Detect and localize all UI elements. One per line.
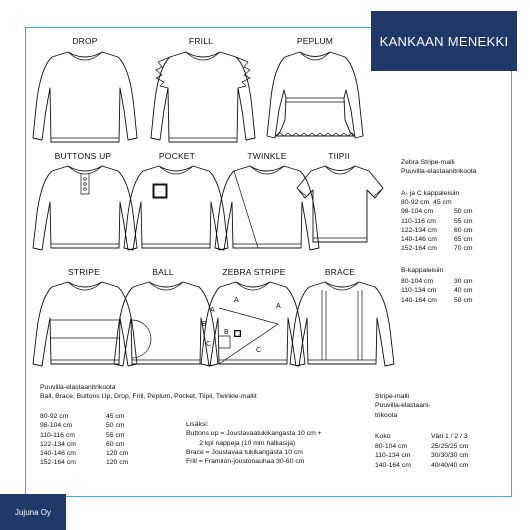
extra-info: Lisäksi: Buttons up = Joustavaatukikangasta 10 cm + 2 kpl nappeja (10 mm halkasija) Brace = Joustavaa tukikangasta 10 cm Frill = Framilon-joustonauhaa 30-60 cm	[186, 421, 322, 466]
stripe-sizes: 80-104 cm 110-134 cm 140-164 cm	[375, 443, 411, 469]
stripe-size-heading: Koko	[375, 433, 391, 440]
brand-title: KANKAAN MENEKKI	[379, 33, 509, 49]
zebra-b-sizes: 80-104 cm 110-134 cm 140-164 cm	[401, 278, 437, 304]
zebra-letter-b-body: B	[224, 329, 229, 336]
label-tiipii: TIIPII	[328, 151, 350, 161]
stripe-info-title: Stripe-malli Puuvilla-elastaani- trikoota	[375, 393, 431, 419]
zebra-info-title: Zebra Stripe-malli Puuvilla-elastaanitrikoota	[401, 159, 477, 176]
zebra-ac-sizes: 80-92 cm 45 cm 98-104 cm 110-116 cm 122-134 cm 140-146 cm 152-164 cm	[401, 199, 452, 253]
zebra-ac-values: 50 cm 55 cm 60 cm 65 cm 70 cm	[454, 208, 473, 253]
label-stripe: STRIPE	[68, 267, 100, 277]
stripe-values: 25/25/25 cm 30/30/30 cm 40/40/40 cm	[431, 443, 469, 469]
shirt-tiipii	[295, 162, 385, 267]
zebra-b-heading: B-kappaleisiin	[401, 267, 444, 274]
zebra-letter-a-center: A	[234, 297, 239, 304]
basic-values: 45 cm 50 cm 55 cm 60 cm 120 cm 120 cm	[106, 413, 129, 467]
zebra-letter-a-left: A	[210, 307, 215, 314]
basic-fabric: Puuvilla-elastaanitrikoota	[40, 384, 116, 391]
zebra-letter-c-sleeve: C	[206, 341, 212, 348]
shirt-brace	[287, 278, 397, 383]
zebra-letter-a-right: A	[276, 303, 281, 310]
shirt-frill	[148, 48, 258, 153]
label-drop: DROP	[72, 36, 98, 46]
label-zebra-stripe: ZEBRA STRIPE	[222, 267, 286, 277]
shirt-peplum	[260, 48, 370, 153]
label-frill: FRILL	[188, 36, 214, 46]
footer-brand: Jujuna Oy	[14, 507, 52, 517]
brand-title-box	[371, 11, 517, 71]
stripe-value-heading: Väri 1 / 2 / 3	[431, 433, 468, 440]
footer-brand-box	[0, 494, 66, 530]
zebra-ac-heading: A- ja C kappaleisiin	[401, 190, 460, 197]
label-twinkle: TWINKLE	[247, 151, 287, 161]
label-ball: BALL	[152, 267, 174, 277]
shirt-drop	[30, 48, 140, 153]
label-buttons-up: BUTTONS UP	[54, 151, 112, 161]
zebra-letter-b-sleeve: B	[202, 321, 207, 328]
zebra-b-values: 30 cm 40 cm 50 cm	[454, 278, 473, 304]
label-pocket: POCKET	[158, 151, 196, 161]
label-brace: BRACE	[324, 267, 356, 277]
zebra-letter-c-body: C	[256, 347, 262, 354]
label-peplum: PEPLUM	[296, 36, 334, 46]
basic-sizes: 80-92 cm 98-104 cm 110-116 cm 122-134 cm 140-146 cm 152-164 cm	[40, 413, 76, 467]
basic-models-line: Ball, Brace, Buttons Up, Drop, Frill, Peplum, Pocket, Tiipii, Twinkle-mallit	[40, 393, 257, 400]
